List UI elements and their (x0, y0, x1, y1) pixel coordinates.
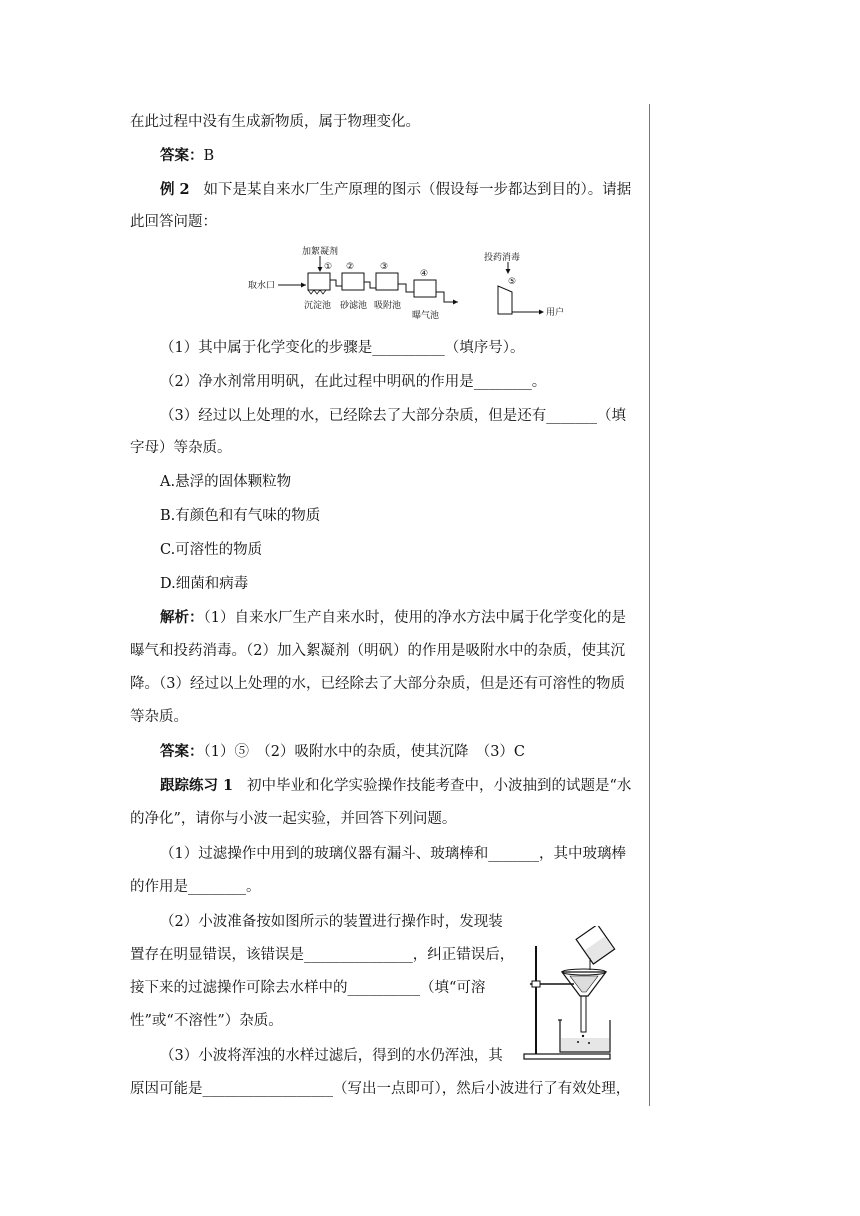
practice-question-1: （1）过滤操作中用到的玻璃仪器有漏斗、玻璃棒和_______，其中玻璃棒 (160, 846, 626, 862)
margin-rule (649, 104, 650, 1106)
answer-value: （1）⑤ （2）吸附水中的杂质，使其沉降 （3）C (203, 744, 526, 760)
step-number-3: ③ (380, 262, 389, 272)
example-text: 如下是某自来水厂生产原理的图示（假设每一步都达到目的）。请据 (203, 182, 632, 198)
analysis-line (160, 608, 626, 628)
text-line: 的净化”，请你与小波一起实验，并回答下列问题。 (130, 811, 457, 827)
text-line: 接下来的过滤操作可除去水样中的__________（填“可溶 (130, 980, 486, 996)
question-3: （3）经过以上处理的水，已经除去了大部分杂质，但是还有_______（填 (160, 408, 626, 424)
step-number-5: ⑤ (508, 277, 517, 287)
text-line: 的作用是________。 (130, 879, 261, 895)
answer-value: B (203, 148, 215, 164)
tank-label-3: 吸附池 (374, 301, 402, 311)
question-1: （1）其中属于化学变化的步骤是__________（填序号）。 (160, 340, 525, 356)
text-line: 等杂质。 (130, 709, 188, 725)
text-line: 降。（3）经过以上处理的水，已经除去了大部分杂质，但是还有可溶性的物质 (130, 676, 625, 692)
practice-label: 跟踪练习 1 (160, 777, 234, 794)
practice-text: 初中毕业和化学实验操作技能考查中，小波抽到的试题是“水 (246, 778, 632, 794)
analysis-text: （1）自来水厂生产自来水时，使用的净水方法中属于化学变化的是 (203, 610, 626, 626)
answer-line (160, 146, 214, 166)
step-number-2: ② (346, 262, 355, 272)
aeration-tank (414, 280, 436, 297)
text-line: 原因可能是__________________（写出一点即可），然后小波进行了有效处理， (130, 1081, 631, 1097)
option-b: B.有颜色和有气味的物质 (160, 508, 321, 524)
text-line: 性”或“不溶性”）杂质。 (130, 1013, 283, 1029)
text-line: 此回答问题： (130, 214, 217, 230)
step-number-1: ① (324, 262, 333, 272)
disinfection-tank (498, 286, 512, 314)
tank-label-4: 曝气池 (412, 311, 440, 321)
practice-question-3: （3）小波将浑浊的水样过滤后，得到的水仍浑浊，其 (160, 1048, 503, 1064)
text-line: 置存在明显错误，该错误是_______________，纠正错误后， (130, 947, 515, 963)
text-line: 在此过程中没有生成新物质，属于物理变化。 (130, 114, 420, 130)
example-label: 例 2 (160, 181, 190, 198)
text-line: 字母）等杂质。 (130, 440, 232, 456)
coagulant-label: 加絮凝剂 (302, 247, 339, 257)
analysis-label: 解析： (160, 609, 204, 626)
step-number-4: ④ (420, 269, 429, 279)
sedimentation-tank (308, 273, 330, 290)
practice-question-2: （2）小波准备按如图所示的装置进行操作时，发现装 (160, 914, 503, 930)
answer-label: 答案： (160, 743, 204, 760)
example-heading (160, 180, 631, 200)
inlet-label: 取水口 (248, 281, 276, 291)
disinfect-label: 投药消毒 (484, 253, 521, 263)
answer-line (160, 742, 525, 762)
option-d: D.细菌和病毒 (160, 576, 249, 592)
water-plant-flow-diagram (246, 242, 566, 322)
practice-heading (160, 776, 631, 796)
filtration-apparatus-illustration (520, 926, 626, 1066)
answer-label: 答案： (160, 147, 204, 164)
user-label: 用户 (546, 308, 565, 318)
sand-filter-tank (342, 273, 364, 290)
question-2: （2）净水剂常用明矾，在此过程中明矾的作用是________。 (160, 374, 547, 390)
text-line: 曝气和投药消毒。（2）加入絮凝剂（明矾）的作用是吸附水中的杂质，使其沉 (130, 643, 625, 659)
tank-label-1: 沉淀池 (304, 301, 332, 311)
tank-label-2: 砂滤池 (340, 301, 368, 311)
adsorption-tank (376, 273, 398, 290)
option-c: C.可溶性的物质 (160, 542, 263, 558)
option-a: A.悬浮的固体颗粒物 (160, 474, 292, 490)
